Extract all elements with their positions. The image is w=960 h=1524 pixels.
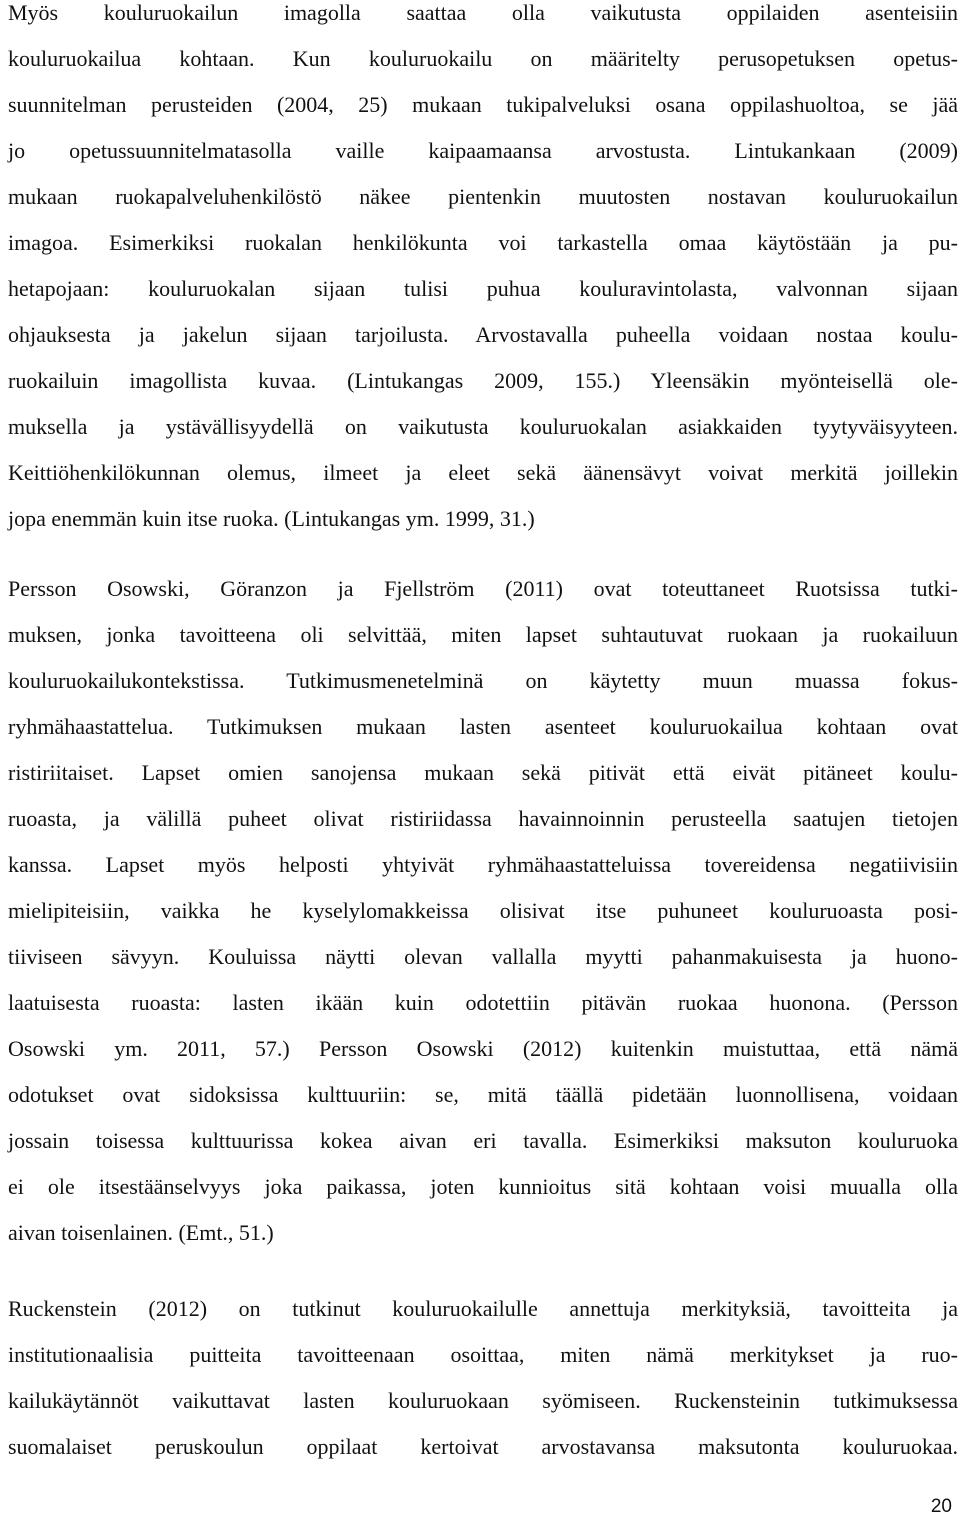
text-line: jossain toisessa kulttuurissa kokea aivan eri tavalla. Esimerkiksi maksuton kouluruoka xyxy=(8,1128,958,1153)
page-number: 20 xyxy=(930,1496,952,1517)
text-line: aivan toisenlainen. (Emt., 51.) xyxy=(8,1220,274,1245)
text-line: mielipiteisiin, vaikka he kyselylomakkeissa olisivat itse puhuneet kouluruoasta posi- xyxy=(8,898,958,923)
text-line: kanssa. Lapset myös helposti yhtyivät ryhmähaastatteluissa tovereidensa negatiivisiin xyxy=(8,852,958,877)
text-line: muksella ja ystävällisyydellä on vaikutusta kouluruokalan asiakkaiden tyytyväisyyteen. xyxy=(8,414,958,439)
text-line: jo opetussuunnitelmatasolla vaille kaipaamaansa arvostusta. Lintukankaan (2009) xyxy=(8,138,958,163)
text-line: tiiviseen sävyyn. Kouluissa näytti olevan vallalla myytti pahanmakuisesta ja huono- xyxy=(8,944,958,969)
text-line: kailukäytännöt vaikuttavat lasten kouluruokaan syömiseen. Ruckensteinin tutkimuksessa xyxy=(8,1388,958,1413)
text-line: odotukset ovat sidoksissa kulttuuriin: se, mitä täällä pidetään luonnollisena, voidaan xyxy=(8,1082,958,1107)
text-line: institutionaalisia puitteita tavoitteenaan osoittaa, miten nämä merkitykset ja ruo- xyxy=(8,1342,958,1367)
text-line: ei ole itsestäänselvyys joka paikassa, joten kunnioitus sitä kohtaan voisi muualla olla xyxy=(8,1174,958,1199)
text-line: kouluruokailua kohtaan. Kun kouluruokailu on määritelty perusopetuksen opetus- xyxy=(8,46,958,71)
text-line: muksen, jonka tavoitteena oli selvittää, miten lapset suhtautuvat ruokaan ja ruokailuun xyxy=(8,622,958,647)
text-line: Osowski ym. 2011, 57.) Persson Osowski (2012) kuitenkin muistuttaa, että nämä xyxy=(8,1036,958,1061)
text-line: ristiriitaiset. Lapset omien sanojensa mukaan sekä pitivät että eivät pitäneet koulu- xyxy=(8,760,958,785)
text-line: ohjauksesta ja jakelun sijaan tarjoilusta. Arvostavalla puheella voidaan nostaa koulu- xyxy=(8,322,958,347)
text-line: Keittiöhenkilökunnan olemus, ilmeet ja eleet sekä äänensävyt voivat merkitä joillekin xyxy=(8,460,958,485)
text-line: Persson Osowski, Göranzon ja Fjellström (2011) ovat toteuttaneet Ruotsissa tutki- xyxy=(8,576,958,601)
text-line: ruoasta, ja välillä puheet olivat ristiriidassa havainnoinnin perusteella saatujen tietojen xyxy=(8,806,958,831)
text-line: ruokailuin imagollista kuvaa. (Lintukangas 2009, 155.) Yleensäkin myönteisellä ole- xyxy=(8,368,958,393)
text-line: mukaan ruokapalveluhenkilöstö näkee pientenkin muutosten nostavan kouluruokailun xyxy=(8,184,958,209)
text-line: suunnitelman perusteiden (2004, 25) mukaan tukipalveluksi osana oppilashuoltoa, se jää xyxy=(8,92,958,117)
text-line: suomalaiset peruskoulun oppilaat kertoivat arvostavansa maksutonta kouluruokaa. xyxy=(8,1434,958,1459)
text-line: laatuisesta ruoasta: lasten ikään kuin odotettiin pitävän ruokaa huonona. (Persson xyxy=(8,990,958,1015)
text-line: hetapojaan: kouluruokalan sijaan tulisi puhua kouluravintolasta, valvonnan sijaan xyxy=(8,276,958,301)
text-line: imagoa. Esimerkiksi ruokalan henkilökunta voi tarkastella omaa käytöstään ja pu- xyxy=(8,230,958,255)
text-line: ryhmähaastattelua. Tutkimuksen mukaan lasten asenteet kouluruokailua kohtaan ovat xyxy=(8,714,958,739)
text-line: kouluruokailukontekstissa. Tutkimusmenetelminä on käytetty muun muassa fokus- xyxy=(8,668,958,693)
text-line: Ruckenstein (2012) on tutkinut kouluruokailulle annettuja merkityksiä, tavoitteita ja xyxy=(8,1296,958,1321)
text-line: jopa enemmän kuin itse ruoka. (Lintukangas ym. 1999, 31.) xyxy=(8,506,535,531)
text-line: Myös kouluruokailun imagolla saattaa olla vaikutusta oppilaiden asenteisiin xyxy=(8,0,958,25)
